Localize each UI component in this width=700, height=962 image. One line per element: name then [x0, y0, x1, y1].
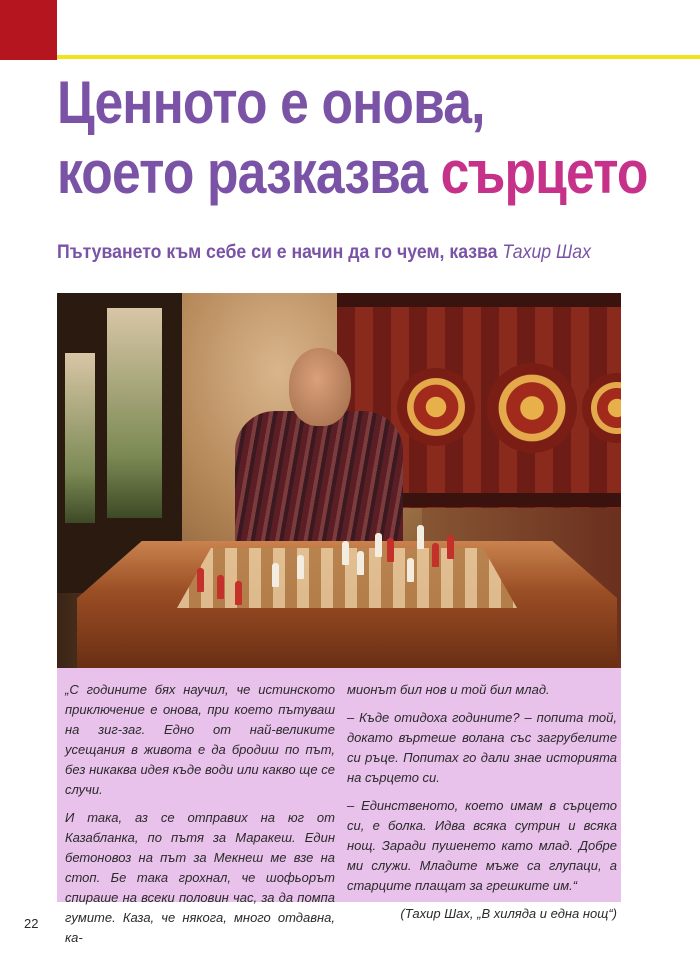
title-accent-word: сърцето [440, 139, 648, 206]
title-line-1: Ценното е онова, [57, 69, 485, 136]
quote-paragraph: мионът бил нов и той бил млад. [347, 682, 550, 697]
article-title [57, 68, 648, 208]
quote-column-right [347, 680, 617, 932]
quote-paragraph: – Единственото, което имам в сърцето си, е болка. Идва всяка сутрин и всяка нощ. Заради пушенето като млад. Добре ми служи. Младите мъже са глупаци, а старците плащат за грешките им.“ [347, 798, 617, 893]
photo-man-head [289, 348, 351, 426]
quote-column-left [65, 680, 335, 956]
header-rule [57, 55, 700, 59]
quote-paragraph: И така, аз се отправих на юг от Казабланка, по пътя за Маракеш. Един бетоновоз на път за Мекнеш ме взе на стоп. Бе така грохнал, че шофьорът спираше на всеки половин час, за да помпа гумите. Каза, че някога, много отдавна, ка- [65, 810, 335, 945]
article-photo [57, 293, 621, 668]
subtitle-author: Тахир Шах [502, 242, 591, 263]
corner-block [0, 0, 57, 60]
page-number: 22 [24, 916, 39, 931]
quote-paragraph: – Къде отидоха годините? – попита той, докато въртеше волана със загрубелите си ръце. Попитах го дали знае историята на сърцето си. [347, 710, 617, 785]
article-subtitle [57, 242, 591, 264]
subtitle-text: Пътуването към себе си е начин да го чуем, казва [57, 242, 503, 263]
title-line-2: което разказва [57, 139, 441, 206]
quote-signature: (Тахир Шах, „В хиляда и една нощ“) [400, 906, 617, 921]
quote-paragraph: „С годините бях научил, че истинското приключение е онова, при което пътуваш на зиг-заг. Едно от най-великите усещания в живота е да бродиш по път, без никаква идея къде води или какво ще се случи. [65, 682, 335, 797]
